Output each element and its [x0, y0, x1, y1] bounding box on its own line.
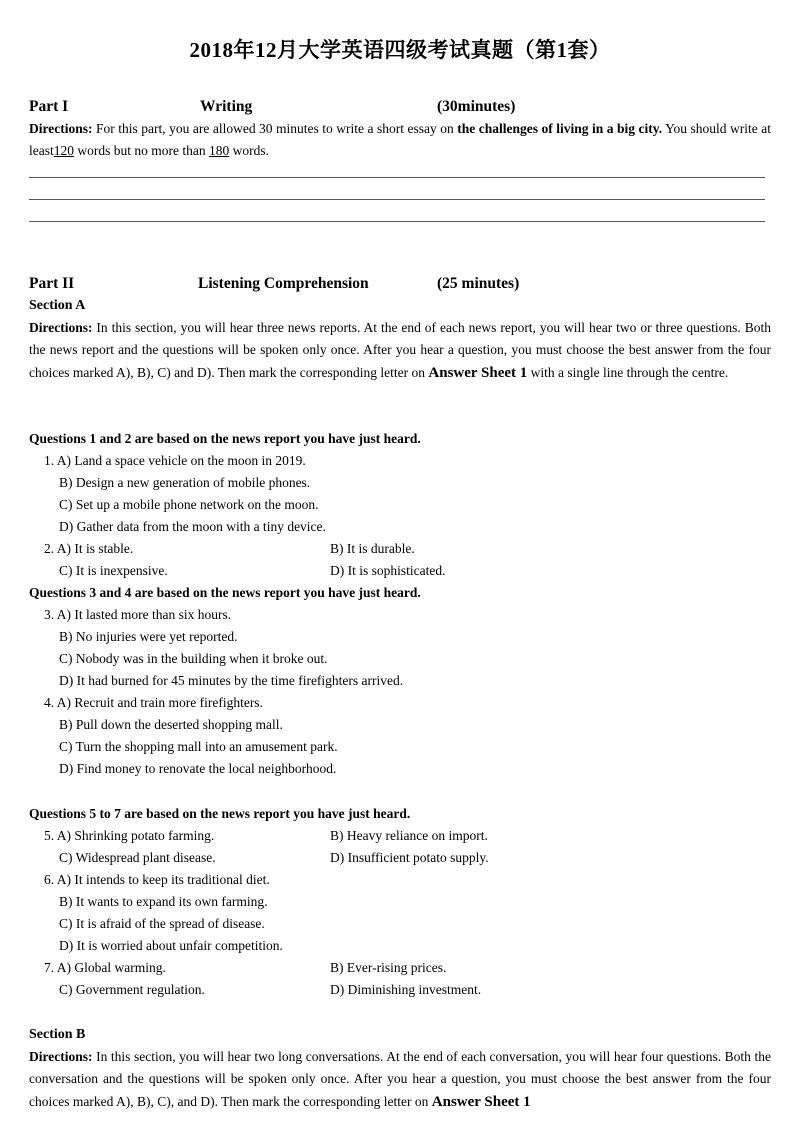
directions-text: You should write at least — [29, 121, 771, 159]
part2-name: Listening Comprehension — [198, 275, 369, 292]
option-b: B) It wants to expand its own farming. — [59, 894, 268, 909]
option-a: A) Land a space vehicle on the moon in 2019. — [56, 453, 306, 468]
option-d: D) Find money to renovate the local neighborhood. — [59, 761, 337, 776]
writing-line — [29, 221, 765, 222]
directions-text: In this section, you will hear two long conversations. At the end of each conversation, you will hear four questions. Both the conversation and the questions will be spoken only once. After you hear a question, you must choose the best answer from the four choices marked A), B), C), and D). Then mark the corresponding letter on — [29, 1049, 771, 1109]
option-c: C) Set up a mobile phone network on the moon. — [59, 497, 319, 512]
question-4 — [44, 695, 263, 711]
option-a: A) It is stable. — [56, 541, 134, 556]
option-b: B) Ever-rising prices. — [330, 960, 447, 975]
option-a: A) It intends to keep its traditional diet. — [56, 872, 270, 887]
option-c: C) Government regulation. — [59, 982, 205, 997]
question-number: 6. — [44, 872, 55, 887]
question-2 — [44, 541, 133, 557]
question-5 — [44, 828, 214, 844]
directions-text: For this part, you are allowed 30 minutes to write a short essay on — [92, 121, 458, 136]
option-c: C) Nobody was in the building when it broke out. — [59, 651, 328, 666]
part1-label: Part I — [29, 98, 69, 115]
answer-sheet-ref: Answer Sheet 1 — [431, 1093, 531, 1110]
question-group-heading: Questions 3 and 4 are based on the news report you have just heard. — [29, 585, 421, 600]
min-words: 120 — [53, 143, 74, 159]
option-b: B) Design a new generation of mobile phones. — [59, 475, 311, 490]
question-number: 1. — [44, 453, 55, 468]
writing-line — [29, 177, 765, 178]
question-number: 7. — [44, 960, 55, 975]
question-number: 5. — [44, 828, 55, 843]
option-d: D) It is worried about unfair competition. — [59, 938, 283, 953]
question-7 — [44, 960, 166, 976]
question-group-heading: Questions 5 to 7 are based on the news report you have just heard. — [29, 806, 411, 821]
max-words: 180 — [208, 143, 230, 159]
section-a-label: Section A — [29, 298, 86, 313]
directions-label: Directions: — [29, 121, 93, 136]
question-number: 3. — [44, 607, 55, 622]
page-title: 2018年12月大学英语四级考试真题（第1套） — [189, 38, 611, 62]
option-a: A) It lasted more than six hours. — [56, 607, 232, 622]
writing-line — [29, 199, 765, 200]
section-b-label: Section B — [29, 1027, 86, 1042]
option-a: A) Recruit and train more firefighters. — [56, 695, 263, 710]
section-b-directions — [29, 1046, 771, 1113]
directions-text: words. — [229, 143, 269, 159]
option-d: D) Insufficient potato supply. — [330, 850, 489, 865]
option-c: C) Turn the shopping mall into an amusement park. — [59, 739, 338, 754]
option-b: B) Pull down the deserted shopping mall. — [59, 717, 283, 732]
directions-text: with a single line through the centre. — [527, 364, 729, 380]
option-b: B) Heavy reliance on import. — [330, 828, 488, 843]
directions-text: In this section, you will hear three news reports. At the end of each news report, you will hear two or three questions. Both the news report and the questions will be spoken only once. After you hear a question, you must choose the best answer from the four choices marked A), B), C) and D). Then mark the corresponding letter on — [29, 320, 771, 380]
section-a-directions — [29, 317, 771, 384]
option-b: B) It is durable. — [330, 541, 415, 556]
option-d: D) It is sophisticated. — [330, 563, 446, 578]
option-d: D) It had burned for 45 minutes by the time firefighters arrived. — [59, 673, 404, 688]
question-3 — [44, 607, 231, 623]
part1-directions — [29, 118, 771, 163]
option-b: B) No injuries were yet reported. — [59, 629, 238, 644]
directions-label: Directions: — [29, 320, 93, 335]
option-d: D) Gather data from the moon with a tiny device. — [59, 519, 326, 534]
question-group-heading: Questions 1 and 2 are based on the news report you have just heard. — [29, 431, 421, 446]
answer-sheet-ref: Answer Sheet 1 — [428, 364, 528, 381]
option-c: C) Widespread plant disease. — [59, 850, 216, 865]
option-d: D) Diminishing investment. — [330, 982, 482, 997]
question-1 — [44, 453, 306, 469]
question-number: 2. — [44, 541, 55, 556]
part2-label: Part II — [29, 275, 75, 292]
part2-time: (25 minutes) — [437, 275, 520, 292]
essay-topic: the challenges of living in a big city. — [457, 121, 663, 136]
part1-name: Writing — [200, 98, 253, 115]
part1-time: (30minutes) — [437, 98, 516, 115]
question-number: 4. — [44, 695, 55, 710]
option-c: C) It is inexpensive. — [59, 563, 168, 578]
option-a: A) Shrinking potato farming. — [56, 828, 215, 843]
directions-label: Directions: — [29, 1049, 93, 1064]
option-a: A) Global warming. — [56, 960, 166, 975]
directions-text: words but no more than — [74, 143, 209, 159]
question-6 — [44, 872, 270, 888]
option-c: C) It is afraid of the spread of disease. — [59, 916, 265, 931]
